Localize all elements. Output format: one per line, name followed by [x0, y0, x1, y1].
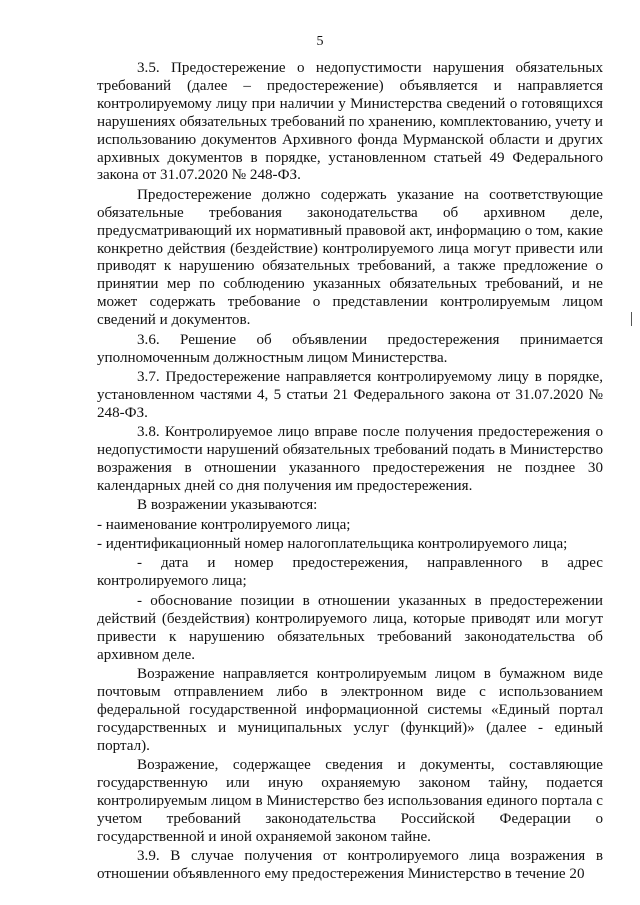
paragraph-objection-delivery: Возражение направляется контролируемым лицом в бумажном виде почтовым отправлением либо в электронном виде с использованием федеральной государственной информационной системы «Единый портал государственных и муниципальных услуг (функций)» (далее - единый портал). [97, 665, 603, 754]
paragraph-3-8: 3.8. Контролируемое лицо вправе после получения предостережения о недопустимости нарушений обязательных требований подать в Министерство возражения в отношении указанного предостережения не позднее 30 календарных дней со дня получения им предостережения. [97, 424, 603, 494]
list-item-date-number: - дата и номер предостережения, направленного в адрес контролируемого лица; [97, 555, 603, 590]
list-item-inn: - идентификационный номер налогоплательщика контролируемого лица; [97, 536, 568, 553]
paragraph-3-5: 3.5. Предостережение о недопустимости нарушения обязательных требований (далее – предостережение) объявляется и направляется контролируемому лицу при наличии у Министерства сведений о готовящихся нарушениях обязательных требований по хранению, комплектованию, учету и использованию документов Архивного фонда Мурманской области и других архивных документов в порядке, установленном статьей 49 Федерального закона от 31.07.2020 № 248-ФЗ. [97, 60, 603, 184]
document-body [97, 60, 603, 884]
margin-mark [631, 312, 632, 326]
list-item-justification: - обоснование позиции в отношении указанных в предостережении действий (бездействия) контролируемого лица, которые приводят или могут привести к нарушению обязательных требований законодательства об архивном деле. [97, 592, 603, 663]
paragraph-objection-intro: В возражении указываются: [137, 497, 318, 514]
paragraph-3-6: 3.6. Решение об объявлении предостережения принимается уполномоченным должностным лицом Министерства. [97, 331, 603, 366]
paragraph-3-9: 3.9. В случае получения от контролируемого лица возражения в отношении объявленного ему предостережения Министерство в течение 20 [97, 847, 603, 882]
page-number: 5 [316, 34, 324, 49]
paragraph-objection-secret: Возражение, содержащее сведения и документы, составляющие государственную или иную охраняемую законом тайну, подается контролируемым лицом в Министерство без использования единого портала с учетом требований законодательства Российской Федерации о государственной и иной охраняемой законом тайне. [97, 756, 603, 845]
list-item-name: - наименование контролируемого лица; [97, 516, 351, 533]
paragraph-3-7: 3.7. Предостережение направляется контролируемому лицу в порядке, установленном частями 4, 5 статьи 21 Федерального закона от 31.07.2020 № 248-ФЗ. [97, 368, 603, 421]
paragraph-warning-content: Предостережение должно содержать указание на соответствующие обязательные требования законодательства об архивном деле, предусматривающий их нормативный правовой акт, информацию о том, какие конкретно действия (бездействие) контролируемого лица могут привести или приводят к нарушению обязательных требований, а также предложение о принятии мер по соблюдению указанных обязательных требований, и не может содержать требование о представлении контролируемым лицом сведений и документов. [97, 186, 603, 329]
